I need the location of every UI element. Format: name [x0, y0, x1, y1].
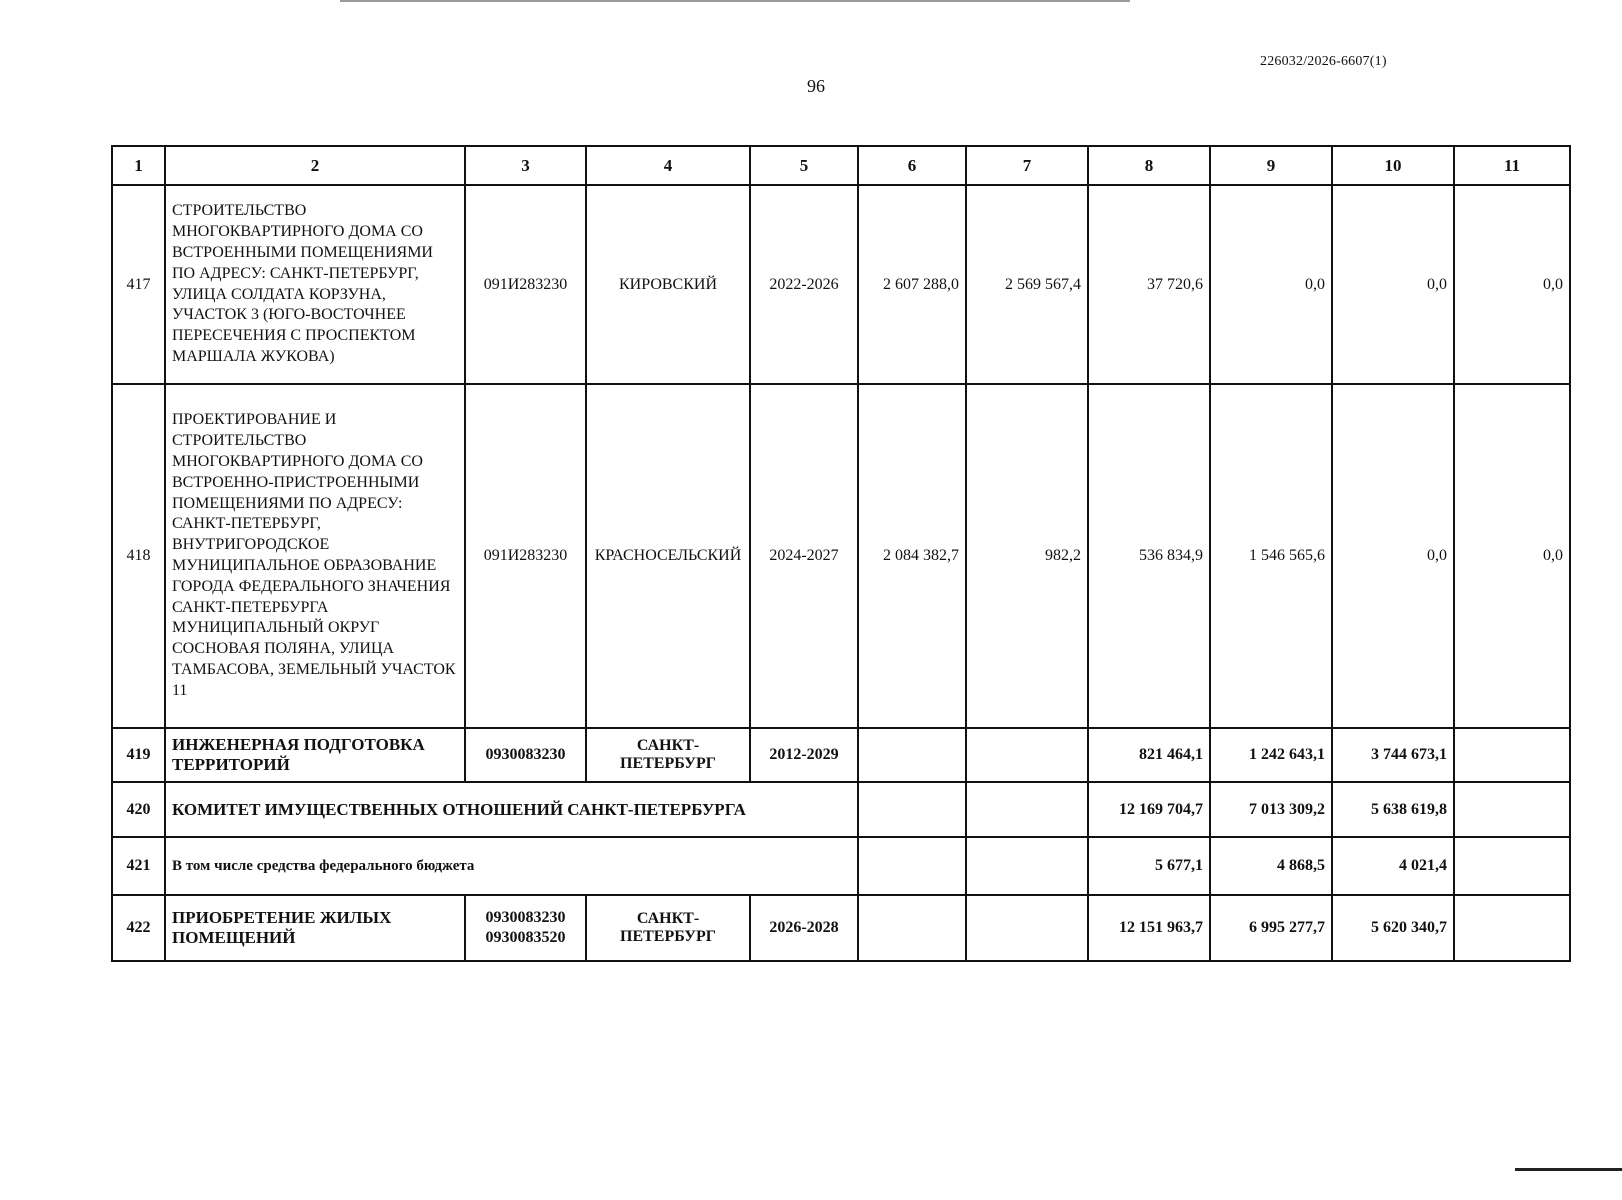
cell-col10: 0,0 [1332, 384, 1454, 728]
district: КИРОВСКИЙ [586, 185, 750, 384]
table-row [112, 728, 1570, 782]
page-number: 96 [807, 76, 825, 96]
cell-col11 [1454, 782, 1570, 837]
cell-col11: 0,0 [1454, 384, 1570, 728]
column-header: 11 [1454, 146, 1570, 185]
column-header: 8 [1088, 146, 1210, 185]
table-row [112, 185, 1570, 384]
row-number: 421 [112, 837, 165, 895]
cell-col8: 37 720,6 [1088, 185, 1210, 384]
budget-code: 091И283230 [465, 384, 586, 728]
cell-col9: 4 868,5 [1210, 837, 1332, 895]
column-header: 6 [858, 146, 966, 185]
budget-code [465, 895, 586, 961]
cell-col6 [858, 895, 966, 961]
budget-code-line: 0930083520 [485, 929, 566, 946]
object-name: ИНЖЕНЕРНАЯ ПОДГОТОВКА ТЕРРИТОРИЙ [165, 728, 465, 782]
scan-edge-mark [1515, 1168, 1622, 1171]
period: 2022-2026 [750, 185, 858, 384]
cell-col8: 12 151 963,7 [1088, 895, 1210, 961]
district: САНКТ-ПЕТЕРБУРГ [586, 895, 750, 961]
cell-col10: 0,0 [1332, 185, 1454, 384]
row-number: 417 [112, 185, 165, 384]
row-number: 420 [112, 782, 165, 837]
district: САНКТ-ПЕТЕРБУРГ [586, 728, 750, 782]
budget-code-line: 0930083230 [485, 909, 566, 926]
budget-code: 091И283230 [465, 185, 586, 384]
document-number: 226032/2026-6607(1) [1260, 54, 1387, 69]
cell-col8: 5 677,1 [1088, 837, 1210, 895]
cell-col11: 0,0 [1454, 185, 1570, 384]
column-header: 10 [1332, 146, 1454, 185]
row-number: 419 [112, 728, 165, 782]
cell-col7 [966, 837, 1088, 895]
top-scan-rule [340, 0, 1130, 2]
period: 2012-2029 [750, 728, 858, 782]
federal-budget-note: В том числе средства федерального бюджета [165, 837, 858, 895]
cell-col6 [858, 837, 966, 895]
cell-col10: 4 021,4 [1332, 837, 1454, 895]
column-header: 9 [1210, 146, 1332, 185]
row-number: 422 [112, 895, 165, 961]
cell-col9: 1 546 565,6 [1210, 384, 1332, 728]
cell-col7 [966, 782, 1088, 837]
column-header: 4 [586, 146, 750, 185]
budget-code: 0930083230 [465, 728, 586, 782]
object-name: ПРИОБРЕТЕНИЕ ЖИЛЫХ ПОМЕЩЕНИЙ [165, 895, 465, 961]
cell-col7: 2 569 567,4 [966, 185, 1088, 384]
table-row [112, 384, 1570, 728]
table-row [112, 782, 1570, 837]
object-name: СТРОИТЕЛЬСТВО МНОГОКВАРТИРНОГО ДОМА СО ВСТРОЕННЫМИ ПОМЕЩЕНИЯМИ ПО АДРЕСУ: САНКТ-ПЕТЕРБУРГ, УЛИЦА СОЛДАТА КОРЗУНА, УЧАСТОК 3 (ЮГО-ВОСТОЧНЕЕ ПЕРЕСЕЧЕНИЯ С ПРОСПЕКТОМ МАРШАЛА ЖУКОВА) [165, 185, 465, 384]
cell-col10: 3 744 673,1 [1332, 728, 1454, 782]
cell-col11 [1454, 895, 1570, 961]
cell-col7 [966, 728, 1088, 782]
cell-col11 [1454, 728, 1570, 782]
period: 2024-2027 [750, 384, 858, 728]
committee-name: КОМИТЕТ ИМУЩЕСТВЕННЫХ ОТНОШЕНИЙ САНКТ-ПЕТЕРБУРГА [165, 782, 858, 837]
budget-table [111, 145, 1571, 962]
cell-col7: 982,2 [966, 384, 1088, 728]
cell-col9: 1 242 643,1 [1210, 728, 1332, 782]
cell-col11 [1454, 837, 1570, 895]
column-number-row [112, 146, 1570, 185]
row-number: 418 [112, 384, 165, 728]
cell-col9: 7 013 309,2 [1210, 782, 1332, 837]
column-header: 1 [112, 146, 165, 185]
column-header: 5 [750, 146, 858, 185]
cell-col10: 5 638 619,8 [1332, 782, 1454, 837]
cell-col9: 6 995 277,7 [1210, 895, 1332, 961]
cell-col6: 2 084 382,7 [858, 384, 966, 728]
cell-col8: 536 834,9 [1088, 384, 1210, 728]
cell-col6 [858, 728, 966, 782]
cell-col8: 821 464,1 [1088, 728, 1210, 782]
column-header: 3 [465, 146, 586, 185]
table-row [112, 895, 1570, 961]
object-name: ПРОЕКТИРОВАНИЕ И СТРОИТЕЛЬСТВО МНОГОКВАРТИРНОГО ДОМА СО ВСТРОЕННО-ПРИСТРОЕННЫМИ ПОМЕЩЕНИЯМИ ПО АДРЕСУ: САНКТ-ПЕТЕРБУРГ, ВНУТРИГОРОДСКОЕ МУНИЦИПАЛЬНОЕ ОБРАЗОВАНИЕ ГОРОДА ФЕДЕРАЛЬНОГО ЗНАЧЕНИЯ САНКТ-ПЕТЕРБУРГА МУНИЦИПАЛЬНЫЙ ОКРУГ СОСНОВАЯ ПОЛЯНА, УЛИЦА ТАМБАСОВА, ЗЕМЕЛЬНЫЙ УЧАСТОК 11 [165, 384, 465, 728]
cell-col10: 5 620 340,7 [1332, 895, 1454, 961]
table-row [112, 837, 1570, 895]
cell-col7 [966, 895, 1088, 961]
district: КРАСНОСЕЛЬСКИЙ [586, 384, 750, 728]
cell-col9: 0,0 [1210, 185, 1332, 384]
period: 2026-2028 [750, 895, 858, 961]
cell-col8: 12 169 704,7 [1088, 782, 1210, 837]
cell-col6 [858, 782, 966, 837]
column-header: 7 [966, 146, 1088, 185]
column-header: 2 [165, 146, 465, 185]
cell-col6: 2 607 288,0 [858, 185, 966, 384]
